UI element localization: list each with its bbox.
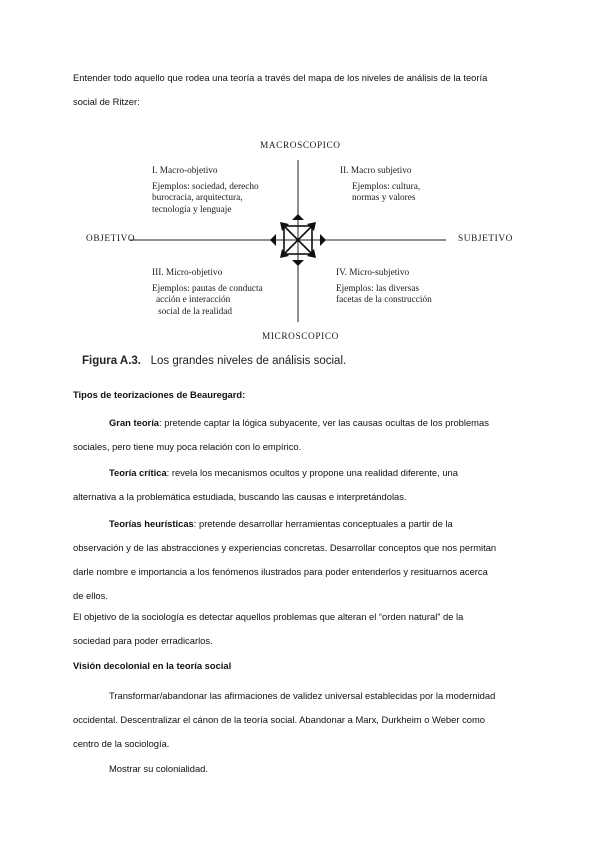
quadrant-line: Ejemplos: sociedad, derecho	[152, 181, 259, 192]
quadrant-line: tecnología y lenguaje	[152, 204, 232, 215]
teoria-critica-line-2: alternativa a la problemática estudiada, buscando las causas e interpretándolas.	[73, 491, 407, 502]
teorias-heuristicas-term: Teorías heurísticas	[109, 518, 194, 529]
gran-teoria-line-2: sociales, pero tiene muy poca relación con lo empírico.	[73, 441, 302, 452]
quadrant-macro-subjetivo	[340, 166, 420, 205]
objetivo-line-1: El objetivo de la sociología es detectar aquellos problemas que alteran el “orden natural” de la	[73, 611, 464, 622]
objetivo-sociologia-paragraph	[73, 605, 533, 653]
gran-teoria-line-1: : pretende captar la lógica subyacente, ver las causas ocultas de los problemas	[159, 417, 489, 428]
gran-teoria-paragraph	[73, 411, 533, 459]
quadrant-line: Ejemplos: pautas de conducta	[152, 283, 263, 294]
quadrant-line: normas y valores	[352, 193, 416, 203]
axis-label-subjetivo: SUBJETIVO	[458, 234, 513, 244]
ritzer-levels-figure	[78, 132, 528, 347]
colonialidad-paragraph: Mostrar su colonialidad.	[109, 763, 209, 774]
teorias-heuristicas-line-4: de ellos.	[73, 590, 108, 601]
intro-paragraph	[73, 66, 533, 114]
teorias-heuristicas-line-2: observación y de las abstracciones y experiencias concretas. Desarrollar conceptos que nos permitan	[73, 542, 497, 553]
quadrant-macro-objetivo	[152, 166, 259, 216]
intro-line-2: social de Ritzer:	[73, 96, 140, 107]
teorias-heuristicas-line-3: darle nombre e importancia a los fenómenos ilustrados para poder entenderlos y resituarnos acerca	[73, 566, 488, 577]
intro-line-1: Entender todo aquello que rodea una teoría a través del mapa de los niveles de análisis de la teoría	[73, 72, 488, 83]
gran-teoria-term: Gran teoría	[109, 417, 160, 428]
quadrant-line: Ejemplos: cultura,	[352, 181, 421, 192]
objetivo-line-2: sociedad para poder erradicarlos.	[73, 635, 213, 646]
beauregard-heading: Tipos de teorizaciones de Beauregard:	[73, 389, 246, 400]
quadrant-line: burocracia, arquitectura,	[152, 193, 243, 203]
decolonial-line-2: occidental. Descentralizar el cánon de la teoría social. Abandonar a Marx, Durkheim o Weber como	[73, 714, 486, 725]
quadrant-line: Ejemplos: las diversas	[336, 283, 420, 294]
quadrant-line: facetas de la construcción	[336, 295, 432, 305]
axis-label-macroscopico: MACROSCOPICO	[260, 141, 341, 151]
quadrant-micro-objetivo	[152, 268, 263, 318]
quadrant-title: I. Macro-objetivo	[152, 166, 218, 176]
teoria-critica-term: Teoría crítica	[109, 467, 167, 478]
quadrant-title: IV. Micro-subjetivo	[336, 268, 410, 278]
teorias-heuristicas-paragraph	[73, 512, 533, 608]
decolonial-paragraph	[73, 684, 533, 756]
teoria-critica-paragraph	[73, 461, 533, 509]
decolonial-line-3: centro de la sociología.	[73, 738, 170, 749]
figure-caption-text: Los grandes niveles de análisis social.	[150, 355, 347, 367]
axis-label-microscopico: MICROSCOPICO	[262, 332, 339, 342]
quadrant-line: social de la realidad	[158, 306, 233, 317]
teoria-critica-line-1: : revela los mecanismos ocultos y propone una realidad diferente, una	[166, 467, 458, 478]
axis-label-objetivo: OBJETIVO	[86, 234, 136, 244]
figure-caption	[82, 355, 346, 367]
figure-caption-number: Figura A.3.	[82, 355, 141, 367]
teorias-heuristicas-line-1: : pretende desarrollar herramientas conceptuales a partir de la	[193, 518, 453, 529]
quadrant-title: III. Micro-objetivo	[152, 268, 223, 278]
decolonial-heading: Visión decolonial en la teoría social	[73, 660, 232, 671]
decolonial-line-1: Transformar/abandonar las afirmaciones de validez universal establecidas por la modernidad	[109, 690, 496, 701]
quadrant-micro-subjetivo	[336, 268, 432, 307]
quadrant-line: acción e interacción	[156, 295, 231, 305]
quadrant-title: II. Macro subjetivo	[340, 166, 412, 176]
